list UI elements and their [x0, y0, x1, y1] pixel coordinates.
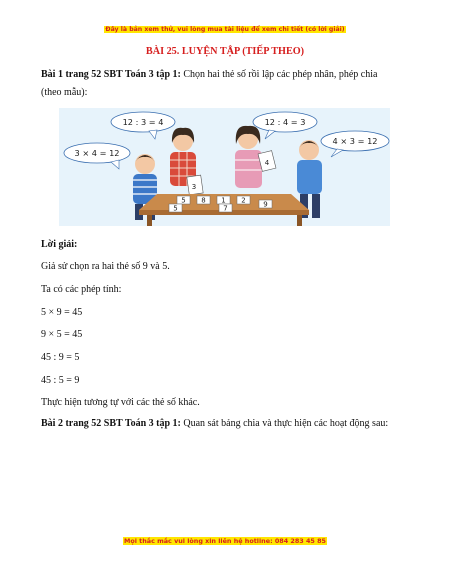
exercise1-prompt-line1: Chọn hai thẻ số rồi lập các phép nhân, phép chia: [180, 69, 378, 80]
table-card-2: 8: [201, 196, 206, 205]
solution-line-7: Thực hiện tương tự với các thẻ số khác.: [41, 397, 200, 408]
exercise1-prompt: [41, 66, 416, 102]
table-card-3: 1: [221, 196, 226, 205]
speech-bubble-3: [64, 143, 130, 169]
table-card-4: 2: [241, 196, 246, 205]
exercise1-heading: Bài 1 trang 52 SBT Toán 3 tập 1:: [41, 69, 181, 80]
solution-heading: Lời giải:: [41, 239, 78, 250]
footer-hotline-text: Mọi thắc mắc vui lòng xin liên hệ hotline: 084 283 45 85: [123, 537, 326, 545]
preview-banner: [0, 26, 450, 33]
solution-line-5: 45 : 9 = 5: [41, 352, 80, 363]
solution-line-6: 45 : 5 = 9: [41, 375, 80, 386]
solution-line-1: Giả sử chọn ra hai thẻ số 9 và 5.: [41, 261, 170, 272]
speech-bubble-1: [111, 112, 175, 139]
table-card-7: 9: [263, 200, 268, 209]
illustration-svg: [59, 108, 390, 226]
child-2: [170, 128, 203, 195]
footer-hotline: [0, 537, 450, 545]
bubble-text-3: 3 × 4 = 12: [74, 148, 120, 158]
table-card-5: 5: [173, 204, 178, 213]
bubble-text-2: 12 : 4 = 3: [264, 117, 306, 127]
speech-bubble-2: [253, 112, 317, 139]
preview-banner-text: Đây là bản xem thử, vui lòng mua tài liệu để xem chi tiết (có lời giải): [105, 26, 345, 33]
bubble-text-4: 4 × 3 = 12: [332, 136, 378, 146]
solution-line-3: 5 × 9 = 45: [41, 307, 83, 318]
solution-line-4: 9 × 5 = 45: [41, 329, 83, 340]
exercise2-prompt-text: Quan sát bảng chia và thực hiện các hoạt động sau:: [180, 418, 389, 429]
bubble-text-1: 12 : 3 = 4: [122, 117, 164, 127]
held-card-2: 4: [264, 159, 270, 167]
exercise1-prompt-line2: (theo mẫu):: [41, 87, 88, 98]
solution-line-2: Ta có các phép tính:: [41, 284, 122, 295]
table-card-6: 7: [223, 204, 228, 213]
illustration-children-cards: [59, 108, 390, 226]
page-title: BÀI 25. LUYỆN TẬP (TIẾP THEO): [145, 46, 305, 57]
exercise2-heading: Bài 2 trang 52 SBT Toán 3 tập 1:: [41, 418, 181, 429]
speech-bubble-4: [321, 131, 389, 157]
table-card-1: 5: [181, 196, 186, 205]
exercise2-prompt: [41, 415, 416, 433]
held-card-1: 3: [191, 183, 197, 191]
